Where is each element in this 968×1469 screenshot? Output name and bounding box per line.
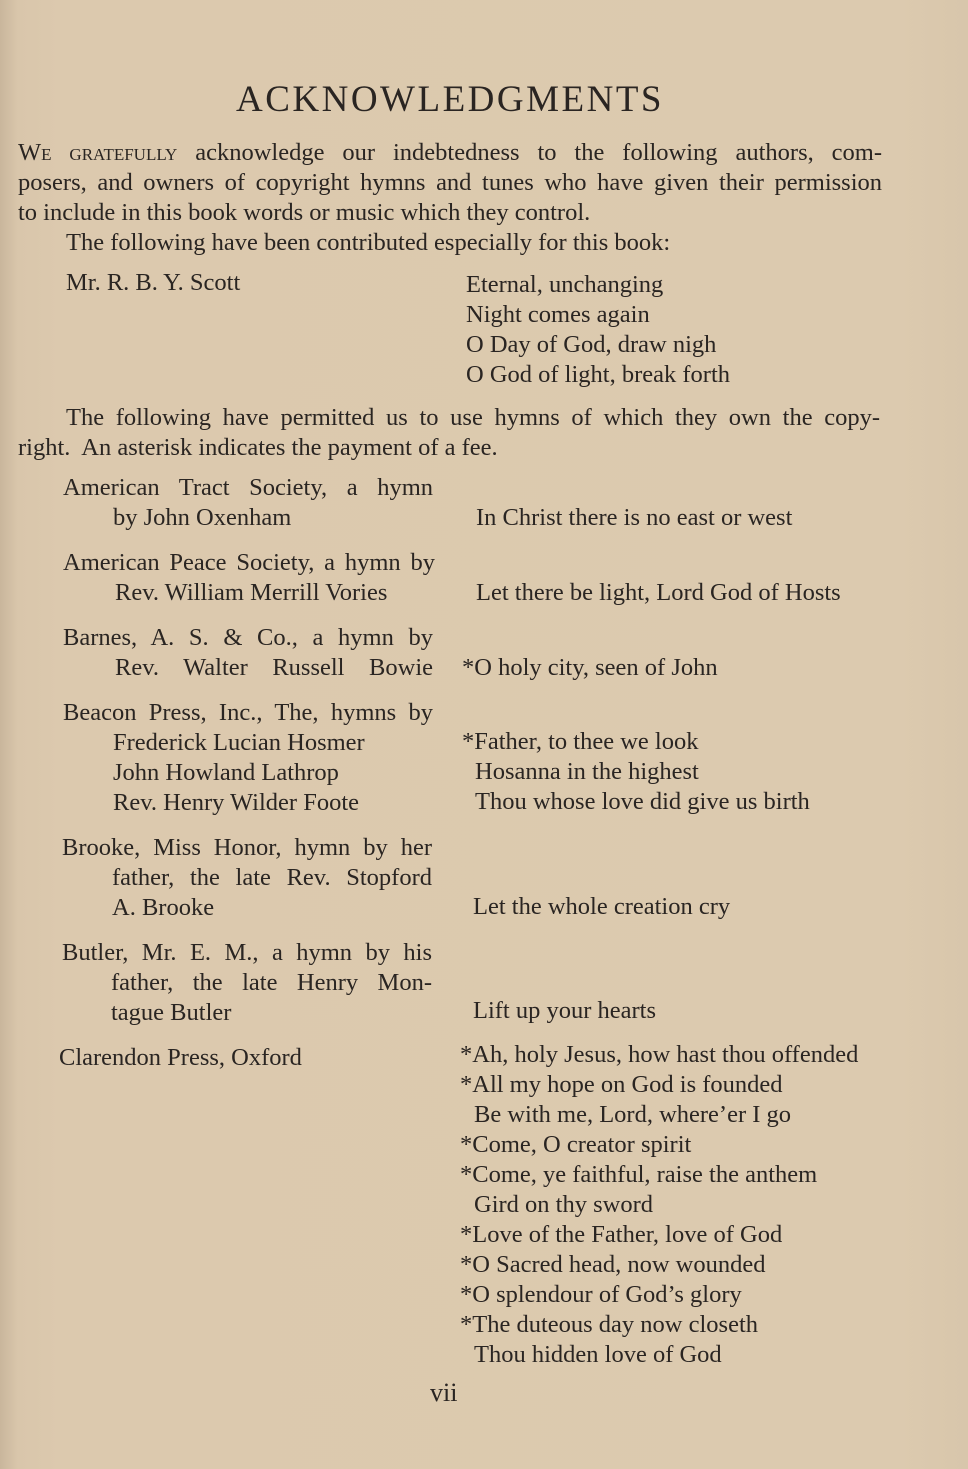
entry-line: Butler, Mr. E. M., a hymn by his [62, 939, 432, 966]
entry-line: Barnes, A. S. & Co., a hymn by [63, 624, 433, 651]
entry-hymn: Gird on thy sword [474, 1191, 653, 1218]
entry-line: John Howland Lathrop [113, 759, 339, 786]
entry-hymn: Be with me, Lord, where’er I go [474, 1101, 792, 1128]
entry-line: Clarendon Press, Oxford [59, 1044, 302, 1071]
entry-line: Frederick Lucian Hosmer [113, 729, 365, 756]
entry-hymn: Lift up your hearts [473, 997, 657, 1024]
entry-hymn: In Christ there is no east or west [476, 504, 793, 531]
permitted-line-1: The following have permitted us to use hymns of which they own the copy- [66, 404, 880, 431]
entry-line: father, the late Rev. Stopford [112, 864, 432, 891]
entry-line: American Tract Society, a hymn [63, 474, 433, 501]
entry-hymn: *All my hope on God is founded [460, 1071, 783, 1098]
intro-line-4: The following have been contributed especially for this book: [66, 229, 671, 256]
intro-line-3: to include in this book words or music which they control. [18, 199, 591, 226]
page-title: ACKNOWLEDGMENTS [235, 79, 665, 120]
entry-hymn: Hosanna in the highest [475, 758, 699, 785]
contributed-hymn: Eternal, unchanging [466, 271, 664, 298]
entry-hymn: *O splendour of God’s glory [460, 1281, 742, 1308]
page-number: vii [430, 1378, 458, 1407]
contributed-hymn: O Day of God, draw nigh [466, 331, 717, 358]
entry-hymn: Let there be light, Lord God of Hosts [476, 579, 841, 606]
contributed-hymn: O God of light, break forth [466, 361, 730, 388]
entry-hymn: *Come, O creator spirit [460, 1131, 692, 1158]
entry-line: Brooke, Miss Honor, hymn by her [62, 834, 432, 861]
entry-hymn: *Father, to thee we look [462, 728, 699, 755]
contributed-hymn: Night comes again [466, 301, 650, 328]
entry-line: by John Oxenham [113, 504, 292, 531]
contributor-name: Mr. R. B. Y. Scott [66, 269, 241, 296]
entry-hymn: *Come, ye faithful, raise the anthem [460, 1161, 818, 1188]
intro-line-2: posers, and owners of copyright hymns and tunes who have given their permission [18, 169, 882, 196]
entry-hymn: Let the whole creation cry [473, 893, 731, 920]
entry-hymn: *O Sacred head, now wounded [460, 1251, 766, 1278]
entry-line: father, the late Henry Mon- [111, 969, 432, 996]
entry-line: Beacon Press, Inc., The, hymns by [63, 699, 433, 726]
entry-line: Rev. William Merrill Vories [115, 579, 388, 606]
entry-line: American Peace Society, a hymn by [63, 549, 435, 576]
intro-lead-in: We gratefully [18, 139, 178, 166]
entry-hymn: Thou hidden love of God [474, 1341, 722, 1368]
intro-line-1 [18, 138, 882, 168]
entry-hymn: Thou whose love did give us birth [475, 788, 810, 815]
entry-hymn: *Love of the Father, love of God [460, 1221, 783, 1248]
permitted-line-2: right. An asterisk indicates the payment of a fee. [18, 434, 498, 461]
entry-hymn: *O holy city, seen of John [462, 654, 718, 681]
entry-line: Rev. Walter Russell Bowie [115, 654, 433, 681]
intro-text: acknowledge our indebtedness to the following authors, com- [177, 139, 882, 166]
entry-line: A. Brooke [112, 894, 215, 921]
entry-hymn: *Ah, holy Jesus, how hast thou offended [460, 1041, 859, 1068]
entry-hymn: *The duteous day now closeth [460, 1311, 759, 1338]
entry-line: Rev. Henry Wilder Foote [113, 789, 360, 816]
entry-line: tague Butler [111, 999, 232, 1026]
